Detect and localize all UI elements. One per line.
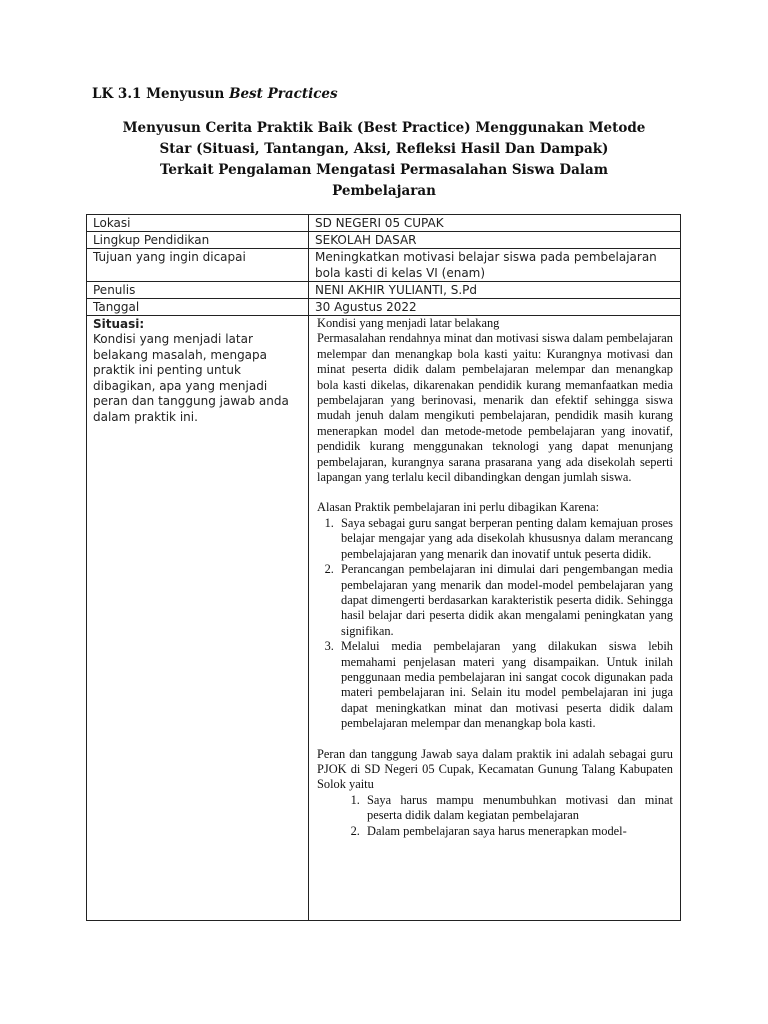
list-item: 2. Perancangan pembelajaran ini dimulai dari pengembangan media pembelajaran yang menarik dan model-model pembelajaran yang dapat dimengerti berdasarkan karakteristik peserta didik. Sehingga hasil belajar dari peserta didik akan mengalami peningkatan yang signifikan.	[337, 562, 673, 639]
situasi-content-cell	[309, 316, 681, 921]
row-situasi	[87, 316, 681, 921]
list-item: 1. Saya sebagai guru sangat berperan penting dalam kemajuan proses belajar mengajar yang ada disekolah khususnya dalam merancang pembelajajaran yang menarik dan inovatif untuk peserta didik.	[337, 516, 673, 562]
situasi-title: Situasi:	[93, 317, 145, 331]
title-line: Pembelajaran	[332, 183, 436, 199]
row-penulis	[87, 282, 681, 299]
row-lingkup	[87, 232, 681, 249]
title-line: Star (Situasi, Tantangan, Aksi, Refleksi Hasil Dan Dampak)	[159, 141, 609, 157]
situasi-paragraph: Permasalahan rendahnya minat dan motivasi siswa dalam pembelajaran melempar dan menangkap bola kasti yaitu: Kurangnya motivasi dan minat peserta didik dalam pembelajaran melempar dan menangkap bola kasti dikelas, dikarenakan pendidik kurang memanfaatkan media pembelajaran yang berinovasi, menarik dan efektif sehingga siswa mudah jenuh dalam mengikuti pembelajaran, pendidik masih kurang menerapkan model dan metode-metode pembelajaran yang inovatif, pendidik kurang menggunakan teknologi yang dapat menunjang pembelajaran, kurangnya sarana prasarana yang ada disekolah seperti lapangan yang terlalu kecil dibandingkan dengan jumlah siswa.	[317, 331, 673, 485]
worksheet-heading	[92, 86, 338, 102]
list-item: 1. Saya harus mampu menumbuhkan motivasi dan minat peserta didik dalam kegiatan pembelajaran	[363, 793, 673, 824]
row-tanggal	[87, 299, 681, 316]
row-lokasi	[87, 215, 681, 232]
penulis-value: NENI AKHIR YULIANTI, S.Pd	[309, 282, 681, 299]
lingkup-label: Lingkup Pendidikan	[87, 232, 309, 249]
lokasi-value: SD NEGERI 05 CUPAK	[309, 215, 681, 232]
row-tujuan	[87, 249, 681, 282]
lokasi-label: Lokasi	[87, 215, 309, 232]
tujuan-value: Meningkatkan motivasi belajar siswa pada pembelajaran bola kasti di kelas VI (enam)	[309, 249, 681, 282]
roles-list	[317, 793, 673, 839]
tujuan-label: Tujuan yang ingin dicapai	[87, 249, 309, 282]
penulis-label: Penulis	[87, 282, 309, 299]
title-line: Menyusun Cerita Praktik Baik (Best Practice) Menggunakan Metode	[122, 120, 646, 136]
title-line: Terkait Pengalaman Mengatasi Permasalahan Siswa Dalam	[159, 162, 609, 178]
best-practice-table	[86, 214, 681, 921]
reasons-intro: Alasan Praktik pembelajaran ini perlu dibagikan Karena:	[317, 500, 600, 515]
worksheet-heading-italic: Best Practices	[229, 86, 338, 102]
document-title	[88, 118, 680, 202]
reasons-list	[317, 516, 673, 732]
situasi-description: Kondisi yang menjadi latar belakang masalah, mengapa praktik ini penting untuk dibagikan, apa yang menjadi peran dan tanggung jawab anda dalam praktik ini.	[93, 332, 289, 424]
list-item: 2. Dalam pembelajaran saya harus menerapkan model-	[363, 824, 673, 839]
lingkup-value: SEKOLAH DASAR	[309, 232, 681, 249]
worksheet-heading-prefix: LK 3.1 Menyusun	[92, 86, 225, 102]
role-intro: Peran dan tanggung Jawab saya dalam praktik ini adalah sebagai guru PJOK di SD Negeri 05 Cupak, Kecamatan Gunung Talang Kabupaten Solok yaitu	[317, 746, 673, 792]
tanggal-label: Tanggal	[87, 299, 309, 316]
situasi-label-cell	[87, 316, 309, 921]
situasi-intro: Kondisi yang menjadi latar belakang	[317, 316, 500, 330]
list-item: 3. Melalui media pembelajaran yang dilakukan siswa lebih memahami penjelasan materi yang disampaikan. Untuk inilah penggunaan media pembelajaran ini sangat cocok digunakan pada materi pembelajaran ini. Selain itu model pembelajaran ini juga dapat meningkatkan minat dan motivasi peserta didik dalam pembelajaran melempar dan menangkap bola kasti.	[337, 639, 673, 731]
tanggal-value: 30 Agustus 2022	[309, 299, 681, 316]
